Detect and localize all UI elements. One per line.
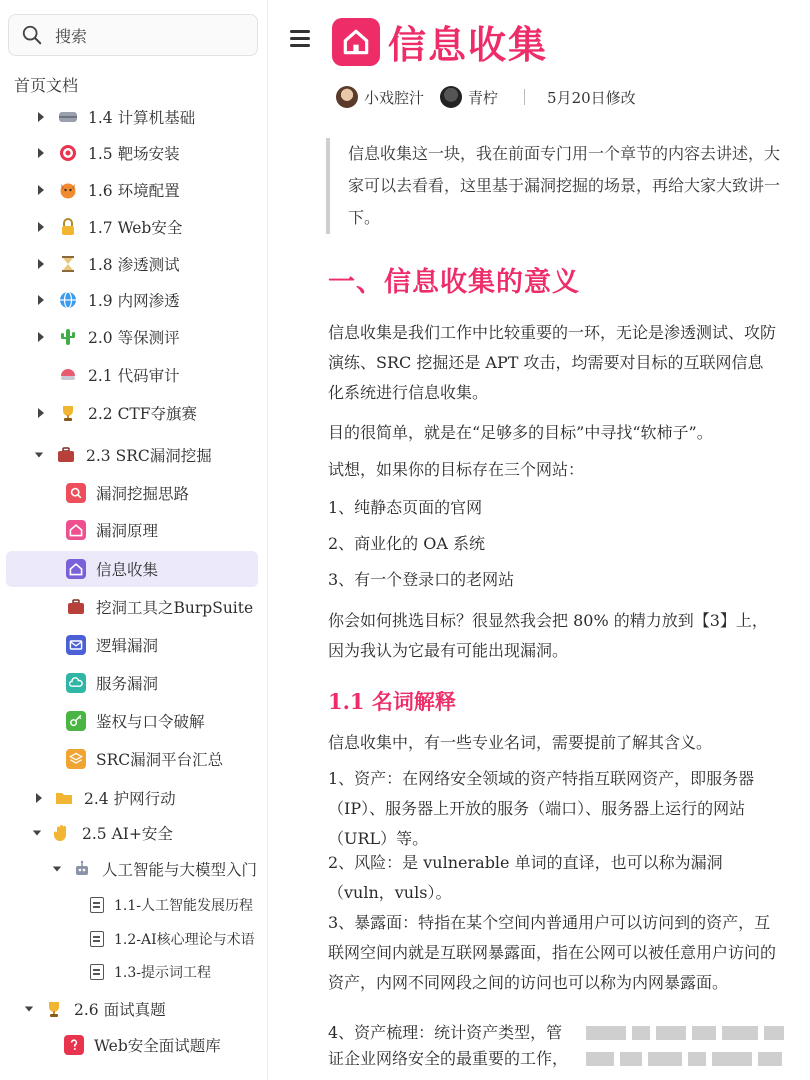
tree-item-burpsuite[interactable] (0, 590, 268, 624)
tree-item-label: 漏洞原理 (96, 522, 159, 540)
caret-down-icon[interactable] (52, 863, 62, 875)
tree-item-label: 逻辑漏洞 (96, 637, 159, 655)
tree-item-1-7[interactable] (0, 210, 268, 244)
tree-item-label: 1.9 内网渗透 (88, 292, 180, 310)
caret-right-icon[interactable] (34, 792, 44, 804)
caret-down-icon[interactable] (24, 1003, 34, 1015)
tree-item-label: 2.4 护网行动 (84, 790, 176, 808)
watermark-overlay (586, 1052, 782, 1066)
tree-item-web-interview[interactable] (0, 1028, 268, 1062)
hourglass-icon (58, 254, 78, 274)
tree-item-label: 1.1-人工智能发展历程 (114, 898, 253, 914)
tree-item-label: 2.1 代码审计 (88, 367, 180, 385)
tree-item-label: 2.6 面试真题 (74, 1001, 166, 1019)
tree-item-prompt-eng[interactable] (0, 955, 268, 989)
dessert-icon (58, 365, 78, 385)
search-box[interactable] (8, 14, 258, 56)
list-item: 1、纯静态页面的官网 (328, 498, 483, 517)
caret-right-icon[interactable] (36, 147, 46, 159)
tree-item-label: 1.2-AI核心理论与术语 (114, 932, 255, 948)
robot-icon (72, 859, 92, 879)
avatar[interactable] (336, 86, 358, 108)
cactus-icon (58, 327, 78, 347)
tree-item-label: SRC漏洞平台汇总 (96, 751, 224, 769)
sidebar (0, 0, 268, 1080)
tree-item-ai-theory[interactable] (0, 922, 268, 956)
caret-right-icon[interactable] (36, 258, 46, 270)
tree-item-vuln-principle[interactable] (0, 513, 268, 547)
tree-item-label: 1.7 Web安全 (88, 219, 183, 237)
paragraph: 信息收集是我们工作中比较重要的一环，无论是渗透测试、攻防演练、SRC 挖掘还是 APT 攻击，均需要对目标的互联网信息化系统进行信息收集。 (328, 323, 777, 402)
caret-right-icon[interactable] (36, 294, 46, 306)
folder-icon (54, 788, 74, 808)
hand-icon (52, 823, 72, 843)
tree-item-ai-history[interactable] (0, 888, 268, 922)
tree-item-2-3[interactable] (0, 438, 268, 472)
tree-item-label: 2.0 等保测评 (88, 329, 180, 347)
tree-item-label: 鉴权与口令破解 (96, 713, 205, 731)
tree-item-label: 2.5 AI+安全 (82, 825, 173, 843)
lock-icon (58, 217, 78, 237)
doc-meta (336, 86, 636, 108)
tree-item-label: 1.6 环境配置 (88, 182, 180, 200)
home-doc-link[interactable]: 首页文档 (14, 76, 79, 95)
cloud-icon (66, 673, 86, 693)
paragraph: 证企业网络安全的最重要的工作， (328, 1049, 569, 1068)
paragraph: 试想，如果你的目标存在三个网站： (328, 460, 585, 479)
section-heading: 一、信息收集的意义 (328, 267, 580, 298)
document-icon (90, 897, 104, 913)
paragraph: 3、暴露面：特指在某个空间内普通用户可以访问到的资产，互联网空间内就是互联网暴露面，指在公网可以被任意用户访问的资产，内网不同网段之间的访问也可以称为内网暴露面。 (328, 913, 777, 992)
caret-right-icon[interactable] (36, 407, 46, 419)
author-name[interactable]: 青柠 (468, 88, 499, 107)
tree-item-2-2[interactable] (0, 396, 268, 430)
search-placeholder: 搜索 (55, 26, 88, 46)
watermark-overlay (586, 1026, 784, 1040)
tree-item-2-4[interactable] (0, 781, 268, 815)
main-content (268, 0, 810, 1080)
tree-item-1-8[interactable] (0, 247, 268, 281)
tree-item-label: 1.3-提示词工程 (114, 965, 211, 981)
trophy-icon (44, 999, 64, 1019)
caret-right-icon[interactable] (36, 331, 46, 343)
caret-right-icon[interactable] (36, 184, 46, 196)
tree-item-1-5[interactable] (0, 136, 268, 170)
tree-item-label: 2.3 SRC漏洞挖掘 (86, 447, 212, 465)
list-item: 2、商业化的 OA 系统 (328, 534, 486, 553)
modified-date: 5月20日修改 (547, 88, 636, 107)
subsection-heading: 1.1 名词解释 (328, 689, 456, 714)
home-icon (332, 18, 380, 66)
search-doc-icon (66, 483, 86, 503)
tree-item-label: 信息收集 (96, 561, 159, 579)
tree-item-2-6[interactable] (0, 992, 268, 1026)
list-item: 3、有一个登录口的老网站 (328, 570, 515, 589)
blockquote: 信息收集这一块，我在前面专门用一个章节的内容去讲述，大家可以去看看，这里基于漏洞挖掘的场景，再给大家大致讲一下。 (326, 138, 786, 234)
tree-item-label: 挖洞工具之BurpSuite (96, 599, 254, 617)
tree-item-2-0[interactable] (0, 320, 268, 354)
document-icon (90, 964, 104, 980)
target-icon (58, 143, 78, 163)
tree-item-label: 1.4 计算机基础 (88, 109, 196, 127)
paragraph: 4、资产梳理：统计资产类型，管 (328, 1023, 563, 1042)
trophy-icon (58, 403, 78, 423)
tree-item-vuln-ideas[interactable] (0, 476, 268, 510)
caret-right-icon[interactable] (36, 111, 46, 123)
tree-item-label: 服务漏洞 (96, 675, 159, 693)
tree-item-info-gathering-active[interactable] (6, 551, 258, 587)
tree-item-2-5[interactable] (0, 816, 268, 850)
caret-down-icon[interactable] (34, 449, 44, 461)
tree-item-service-vuln[interactable] (0, 666, 268, 700)
search-icon (21, 24, 43, 46)
tree-item-1-4[interactable] (0, 100, 268, 134)
tree-item-label: Web安全面试题库 (94, 1037, 221, 1055)
caret-right-icon[interactable] (36, 221, 46, 233)
tree-item-1-9[interactable] (0, 283, 268, 317)
server-icon (58, 107, 78, 127)
question-icon (64, 1035, 84, 1055)
tree-item-label: 1.8 渗透测试 (88, 256, 180, 274)
tree-item-1-6[interactable] (0, 173, 268, 207)
layers-icon (66, 749, 86, 769)
briefcase-icon (56, 445, 76, 465)
paragraph: 你会如何挑选目标？很显然我会把 80% 的精力放到【3】上，因为我认为它最有可能出现漏洞。 (328, 611, 768, 660)
paragraph: 1、资产：在网络安全领域的资产特指互联网资产，即服务器（IP）、服务器上开放的服务（端口）、服务器上运行的网站（URL）等。 (328, 769, 755, 848)
tree-item-label: 1.5 靶场安装 (88, 145, 180, 163)
paragraph: 信息收集中，有一些专业名词，需要提前了解其含义。 (328, 733, 713, 752)
paragraph: 目的很简单，就是在“足够多的目标”中寻找“软柿子”。 (328, 423, 713, 442)
devil-face-icon (58, 180, 78, 200)
tree-item-ai-intro[interactable] (0, 852, 268, 886)
tree-item-2-1[interactable] (0, 358, 268, 392)
home-icon (66, 520, 86, 540)
tree-item-logic-vuln[interactable] (0, 628, 268, 662)
mail-icon (66, 635, 86, 655)
home-icon (66, 559, 86, 579)
author-name[interactable]: 小戏腔汁 (364, 88, 425, 107)
avatar[interactable] (440, 86, 462, 108)
caret-down-icon[interactable] (32, 827, 42, 839)
briefcase-icon (66, 597, 86, 617)
tree-item-label: 2.2 CTF夺旗赛 (88, 405, 198, 423)
divider (524, 89, 525, 105)
tree-item-label: 人工智能与大模型入门 (102, 861, 258, 879)
tree-item-auth-crack[interactable] (0, 704, 268, 738)
paragraph: 2、风险：是 vulnerable 单词的直译，也可以称为漏洞（vuln，vuls）。 (328, 853, 723, 902)
key-icon (66, 711, 86, 731)
tree-item-label: 漏洞挖掘思路 (96, 485, 190, 503)
tree-item-src-platforms[interactable] (0, 742, 268, 776)
globe-icon (58, 290, 78, 310)
document-icon (90, 931, 104, 947)
page-title: 信息收集 (388, 22, 549, 67)
menu-icon[interactable] (290, 30, 312, 50)
